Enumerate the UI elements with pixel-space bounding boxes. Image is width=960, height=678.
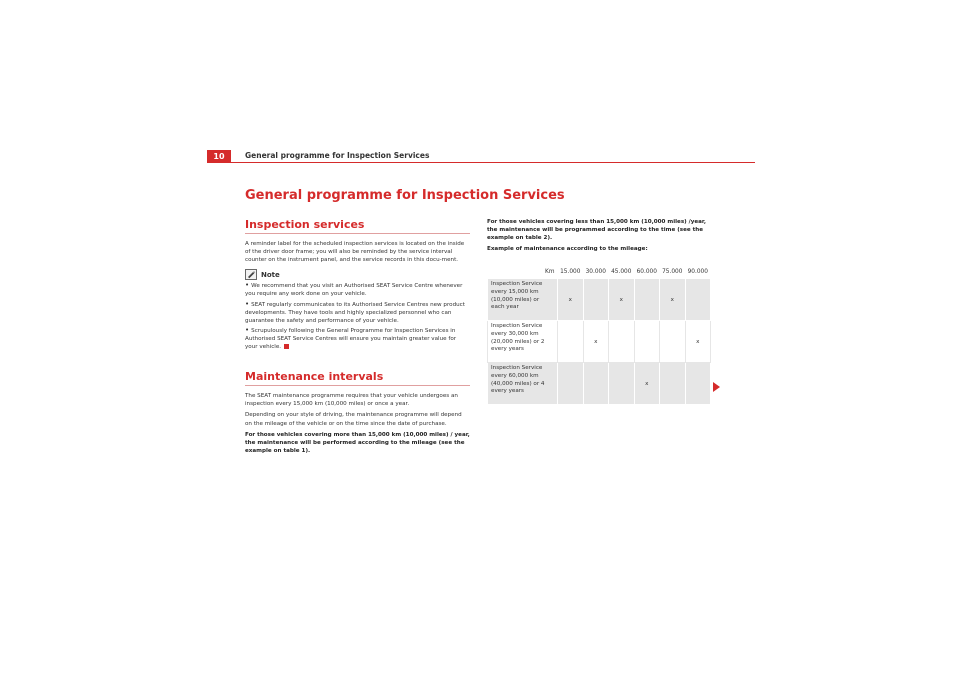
table-cell: x bbox=[634, 363, 660, 405]
table-header-col: 30.000 bbox=[585, 269, 606, 275]
next-page-arrow-icon bbox=[713, 382, 720, 392]
table-cell bbox=[685, 279, 711, 321]
table-cell: x bbox=[660, 279, 686, 321]
table-header-col: 15.000 bbox=[560, 269, 581, 275]
note-block bbox=[245, 269, 470, 351]
table-header-row bbox=[488, 266, 711, 279]
maintenance-paragraph-2: Depending on your style of driving, the maintenance programme will depend on the mileage of the vehicle or on the time since the date of purchase. bbox=[245, 412, 462, 427]
header-rule bbox=[207, 162, 755, 163]
maintenance-bold-paragraph: For those vehicles covering more than 15,000 km (10,000 miles) / year, the maintenance will be performed according to the mileage (see the example on table 1). bbox=[245, 431, 470, 454]
note-icon bbox=[245, 269, 257, 280]
table-header-col: 90.000 bbox=[687, 269, 708, 275]
example-label: Example of maintenance according to the mileage: bbox=[487, 246, 648, 253]
table-cell bbox=[634, 321, 660, 363]
table-header-col: 45.000 bbox=[611, 269, 632, 275]
note-bullet-1 bbox=[245, 282, 470, 298]
maintenance-paragraph-1: The SEAT maintenance programme requires that your vehicle undergoes an inspection every 15,000 km (10,000 miles) or once a year. bbox=[245, 393, 458, 408]
table-row bbox=[488, 363, 711, 405]
end-square-icon bbox=[284, 344, 289, 349]
right-column bbox=[487, 218, 712, 253]
time-based-intro: For those vehicles covering less than 15,000 km (10,000 miles) /year, the maintenance will be programmed according to the time (see the example on table 2). bbox=[487, 219, 706, 242]
maintenance-table bbox=[487, 266, 711, 405]
section-title-inspection-services: Inspection services bbox=[245, 218, 470, 234]
table-row-label: Inspection Service every 15,000 km (10,000 miles) or each year bbox=[488, 279, 558, 321]
table-cell: x bbox=[583, 321, 609, 363]
table-cell bbox=[660, 321, 686, 363]
table-cell bbox=[685, 363, 711, 405]
note-label: Note bbox=[261, 270, 280, 279]
table-row bbox=[488, 279, 711, 321]
note-bullet-2 bbox=[245, 301, 470, 325]
note-bullet-1-text: We recommend that you visit an Authorised SEAT Service Centre whenever you require any work done on your vehicle. bbox=[245, 283, 463, 298]
inspection-services-paragraph: A reminder label for the scheduled inspection services is located on the inside of the driver door frame; you will also be reminded by the service interval counter on the instrument panel, and the service records in this docu-ment. bbox=[245, 241, 465, 264]
table-header-col: 60.000 bbox=[636, 269, 657, 275]
table-row bbox=[488, 321, 711, 363]
table-row-label: Inspection Service every 60,000 km (40,000 miles) or 4 every years bbox=[488, 363, 558, 405]
table-cell bbox=[609, 321, 635, 363]
bullet-mark: • bbox=[245, 325, 250, 334]
table-row-label: Inspection Service every 30,000 km (20,000 miles) or 2 every years bbox=[488, 321, 558, 363]
note-bullet-3-text: Scrupulously following the General Programme for Inspection Services in Authorised SEAT Service Centres will ensure you maintain greater value for your vehicle. bbox=[245, 327, 457, 351]
table-cell bbox=[583, 363, 609, 405]
left-column bbox=[245, 218, 470, 455]
table-header-col: 75.000 bbox=[662, 269, 683, 275]
note-bullet-2-text: SEAT regularly communicates to its Authorised Service Centres new product developments. They have tools and highly specialized personnel who can guarantee the safety and performance of your vehicle. bbox=[245, 301, 465, 324]
table-cell bbox=[634, 279, 660, 321]
page-number: 10 bbox=[207, 150, 231, 163]
table-cell bbox=[558, 363, 584, 405]
table-cell bbox=[583, 279, 609, 321]
table-cell bbox=[660, 363, 686, 405]
table-cell: x bbox=[685, 321, 711, 363]
page-title: General programme for Inspection Services bbox=[245, 188, 565, 203]
note-bullet-3 bbox=[245, 327, 470, 351]
table-cell: x bbox=[609, 279, 635, 321]
section-title-maintenance-intervals: Maintenance intervals bbox=[245, 370, 470, 386]
table-cell bbox=[609, 363, 635, 405]
bullet-mark: • bbox=[245, 299, 250, 308]
running-header: General programme for Inspection Services bbox=[245, 151, 430, 160]
bullet-mark: • bbox=[245, 281, 250, 290]
table-cell bbox=[558, 321, 584, 363]
table-cell: x bbox=[558, 279, 584, 321]
table-header-km: Km bbox=[545, 269, 555, 275]
